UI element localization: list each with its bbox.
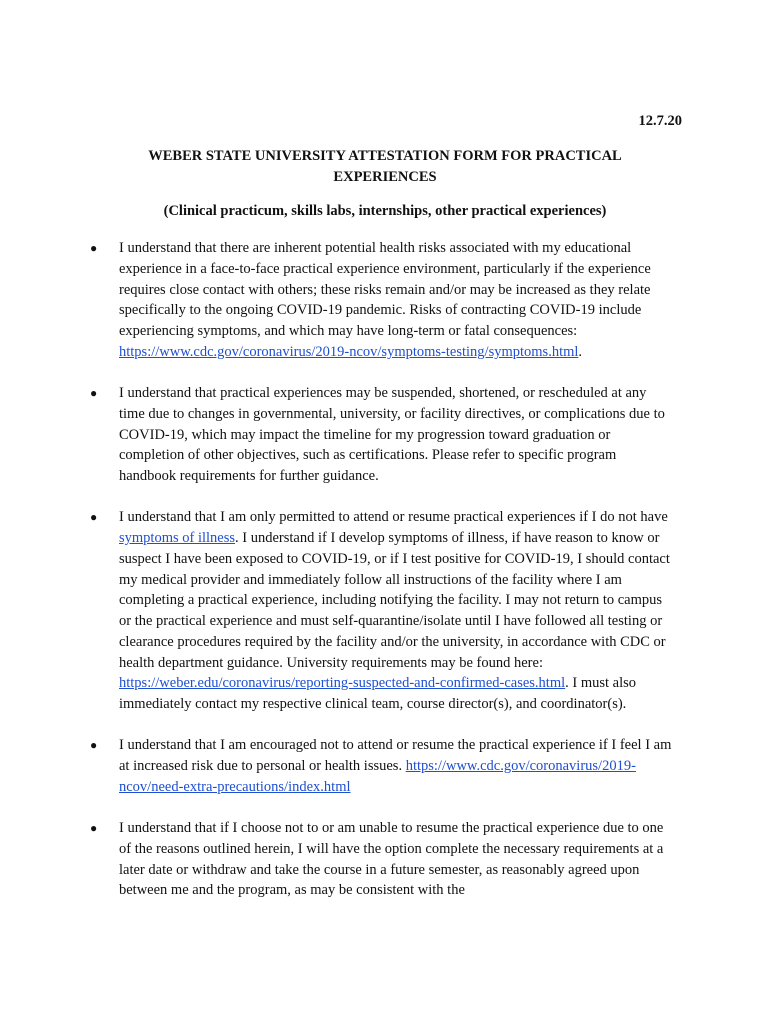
item-text-end: . I must also immediately contact my respective clinical team, course director(s), and coordinator(s).: [119, 675, 637, 712]
title-line-2: EXPERIENCES: [333, 169, 437, 185]
document-title: [0, 146, 770, 188]
item-paragraph: I understand that if I choose not to or am unable to resume the practical experience due to one of the reasons outlined herein, I will have the option complete the necessary requirements at a later date or withdraw and take the course in a future semester, as reasonably agreed upon between me and the program, as may be consistent with the: [119, 820, 664, 899]
title-line-1: WEBER STATE UNIVERSITY ATTESTATION FORM FOR PRACTICAL: [148, 148, 622, 164]
item-paragraph: I understand that practical experiences may be suspended, shortened, or rescheduled at any time due to changes in governmental, university, or facility directives, or complications due to COVID-19, which may impact the timeline for my progression toward graduation or completion of other objectives, such as certifications. Please refer to specific program handbook requirements for further guidance.: [119, 385, 665, 484]
item-paragraph: [119, 238, 675, 363]
item-text: I understand that I am encouraged not to attend or resume the practical experience if I feel I am at increased risk due to personal or health issues.: [119, 737, 672, 774]
list-item-health-risks: [0, 238, 675, 363]
bullet-icon: ●: [90, 510, 98, 525]
weber-reporting-link[interactable]: https://weber.edu/coronavirus/reporting-suspected-and-confirmed-cases.html: [119, 675, 566, 692]
cdc-precautions-link[interactable]: https://www.cdc.gov/coronavirus/2019-ncov/need-extra-precautions/index.html: [119, 758, 636, 795]
item-text-end: .: [578, 343, 583, 360]
bullet-icon: ●: [90, 241, 98, 255]
list-item-increased-risk: [0, 735, 675, 797]
list-item-suspension: [0, 383, 675, 487]
attestation-list: [0, 238, 770, 922]
bullet-icon: ●: [90, 821, 98, 835]
item-text-middle: . I understand if I develop symptoms of illness, if have reason to know or suspect I have been exposed to COVID-19, or if I test positive for COVID-19, I should contact my medical provider and immediately follow all instructions of the facility where I am completing a practical experience, including notifying the facility. I may not return to campus or the practical experience and must self-quarantine/isolate until I have followed all testing or clearance procedures required by the facility and/or the university, in accordance with CDC or health department guidance. University requirements may be found here:: [119, 530, 670, 671]
cdc-symptoms-link[interactable]: https://www.cdc.gov/coronavirus/2019-ncov/symptoms-testing/symptoms.html: [119, 343, 579, 360]
item-paragraph: [119, 735, 675, 797]
bullet-icon: ●: [90, 738, 98, 753]
symptoms-of-illness-link[interactable]: symptoms of illness: [119, 530, 236, 546]
document-date: 12.7.20: [638, 113, 682, 129]
item-text: I understand that I am only permitted to attend or resume practical experiences if I do not have: [119, 509, 668, 526]
item-text: I understand that there are inherent potential health risks associated with my educational experience in a face-to-face practical experience environment, particularly if the experience requires close contact with others; these risks remain and/or may be increased as they relate specifically to the ongoing COVID-19 pandemic. Risks of contracting COVID-19 include experiencing symptoms, and which may have long-term or fatal consequences:: [119, 240, 651, 339]
list-item-symptoms: [0, 507, 675, 715]
list-item-options: [0, 818, 675, 901]
bullet-icon: ●: [90, 386, 98, 400]
item-paragraph: [119, 507, 675, 715]
document-subtitle: (Clinical practicum, skills labs, internships, other practical experiences): [163, 203, 607, 219]
